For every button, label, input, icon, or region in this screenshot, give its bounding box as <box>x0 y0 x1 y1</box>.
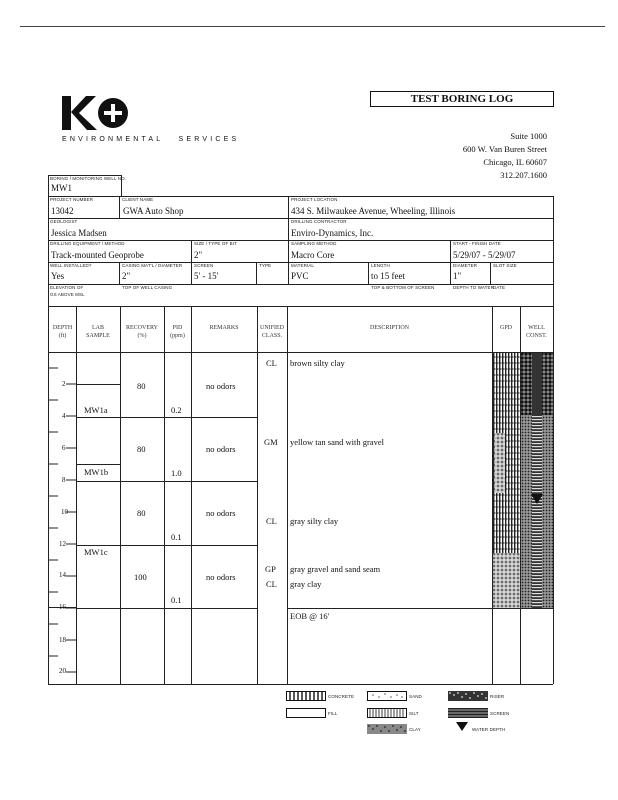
unified-class: CL <box>266 516 277 526</box>
sampler: 2" <box>194 250 203 260</box>
material: PVC <box>291 271 309 281</box>
depth-tick: 20 <box>59 667 66 675</box>
remarks-value: no odors <box>206 572 236 582</box>
sample-id: MW1b <box>84 467 109 477</box>
description-text: gray clay <box>290 579 322 589</box>
address-line: Suite 1000 <box>510 131 547 141</box>
pid-value: 0.1 <box>171 532 182 542</box>
screen-swatch <box>448 708 488 718</box>
description-text: yellow tan sand with gravel <box>290 437 384 447</box>
location-label: PROJECT LOCATION <box>291 197 338 202</box>
sampling-method: Macro Core <box>291 250 335 260</box>
date-label: DATE <box>493 285 506 290</box>
unified-class: CL <box>266 579 277 589</box>
description-text: gray silty clay <box>290 516 339 526</box>
geologist-label: GEOLOGIST <box>50 219 78 224</box>
slot-size: 1" <box>453 271 462 281</box>
legend-water: WATER DEPTH <box>472 727 506 732</box>
tobs-label: TOP & BOTTOM OF SCREEN <box>371 285 435 290</box>
address-line: Chicago, IL 60607 <box>483 157 547 167</box>
concrete-swatch <box>286 691 326 701</box>
address-line: 600 W. Van Buren Street <box>462 144 547 154</box>
sampler-label: SIZE / TYPE OF BIT <box>194 241 237 246</box>
client-label: CLIENT NAME <box>122 197 154 202</box>
legend-concrete: CONCRETE <box>328 694 355 699</box>
col-lab-sample: LAB SAMPLE <box>86 325 110 339</box>
address-line: 312.207.1600 <box>500 170 547 180</box>
casing-label: CASING MAT'L / DIAMETER <box>122 263 183 268</box>
recovery-value: 100 <box>134 572 147 582</box>
contractor-label: DRILLING CONTRACTOR <box>291 219 347 224</box>
depth-tick: 12 <box>59 540 66 548</box>
gs-label: GS ABOVE MSL <box>50 292 85 297</box>
recovery-value: 80 <box>137 444 146 454</box>
contractor: Enviro-Dynamics, Inc. <box>291 228 374 238</box>
geologist: Jessica Madsen <box>51 228 107 238</box>
depth-tick: 8 <box>62 476 66 484</box>
sample-id: MW1a <box>84 405 108 415</box>
remarks-value: no odors <box>206 508 236 518</box>
depth-tick: 10 <box>61 508 68 516</box>
col-well-const: WELL CONST. <box>526 325 547 339</box>
elevation-label: ELEVATION OF <box>50 285 84 290</box>
remarks-value: no odors <box>206 381 236 391</box>
col-description: DESCRIPTION <box>369 325 409 331</box>
col-pid: PID (ppm) <box>170 325 185 339</box>
boring-id: MW1 <box>51 183 72 193</box>
client-name: GWA Auto Shop <box>123 206 184 216</box>
depth-tick: 14 <box>59 571 66 579</box>
unified-class: GM <box>264 437 278 447</box>
clay-swatch <box>367 724 407 734</box>
company-subtitle: ENVIRONMENTAL SERVICES <box>62 136 240 143</box>
silt-swatch <box>367 708 407 718</box>
project-number: 13042 <box>51 206 74 216</box>
slot-label: SLOT SIZE <box>493 263 517 268</box>
legend-silt: SILT <box>409 711 419 716</box>
length-label: LENGTH <box>371 263 390 268</box>
sand-swatch <box>367 691 407 701</box>
boring-label: BORING / MONITORING WELL NO. <box>50 176 127 181</box>
pid-value: 1.0 <box>171 468 182 478</box>
depth-tick: 18 <box>59 636 66 644</box>
well-installed: Yes <box>51 271 65 281</box>
col-unified: UNIFIED CLASS. <box>260 325 284 339</box>
recovery-value: 80 <box>137 508 146 518</box>
diameter-label: DIAMETER <box>453 263 478 268</box>
recovery-value: 80 <box>137 381 146 391</box>
project-number-label: PROJECT NUMBER <box>50 197 94 202</box>
screen-label: SCREEN <box>194 263 214 268</box>
legend-clay: CLAY <box>409 727 421 732</box>
legend-fill: FILL <box>328 711 338 716</box>
legend-riser: RISER <box>490 694 505 699</box>
water-depth-icon <box>456 722 468 732</box>
col-recovery: RECOVERY (%) <box>125 325 158 339</box>
depth-tick: 2 <box>62 380 66 388</box>
depth-tick: 16 <box>59 603 66 611</box>
page-title: TEST BORING LOG <box>410 93 514 105</box>
material-label: MATERIAL <box>291 263 314 268</box>
depth-tick: 4 <box>62 412 66 420</box>
depth-tick: 6 <box>62 444 66 452</box>
well-label: WELL INSTALLED? <box>50 263 92 268</box>
unified-class: GP <box>265 564 276 574</box>
project-location: 434 S. Milwaukee Avenue, Wheeling, Illinois <box>291 206 456 216</box>
tos-label: TOP OF WELL CASING <box>122 285 173 290</box>
fill-swatch <box>286 708 326 718</box>
legend-screen: SCREEN <box>490 711 510 716</box>
col-depth: DEPTH (ft) <box>52 325 73 339</box>
length: to 15 feet <box>371 271 405 281</box>
type-label: TYPE <box>259 263 272 268</box>
sample-id: MW1c <box>84 547 108 557</box>
equipment-label: DRILLING EQUIPMENT / METHOD <box>50 241 125 246</box>
remarks-value: no odors <box>206 444 236 454</box>
dates-label: START - FINISH DATE <box>453 241 501 246</box>
description-text: EOB @ 16' <box>290 611 330 621</box>
sampling-label: SAMPLING METHOD <box>291 241 337 246</box>
screen: 5' - 15' <box>194 271 219 281</box>
col-gpd: GPD <box>499 325 512 331</box>
pid-value: 0.1 <box>171 595 182 605</box>
col-remarks: REMARKS <box>209 325 239 331</box>
dates: 5/29/07 - 5/29/07 <box>453 250 516 260</box>
pid-value: 0.2 <box>171 405 182 415</box>
description-text: brown silty clay <box>290 358 345 368</box>
water-label: DEPTH TO WATER <box>453 285 494 290</box>
equipment: Track-mounted Geoprobe <box>51 250 144 260</box>
riser-swatch <box>448 691 488 701</box>
unified-class: CL <box>266 358 277 368</box>
description-text: gray gravel and sand seam <box>290 564 381 574</box>
legend-sand: SAND <box>409 694 422 699</box>
casing: 2" <box>122 271 131 281</box>
